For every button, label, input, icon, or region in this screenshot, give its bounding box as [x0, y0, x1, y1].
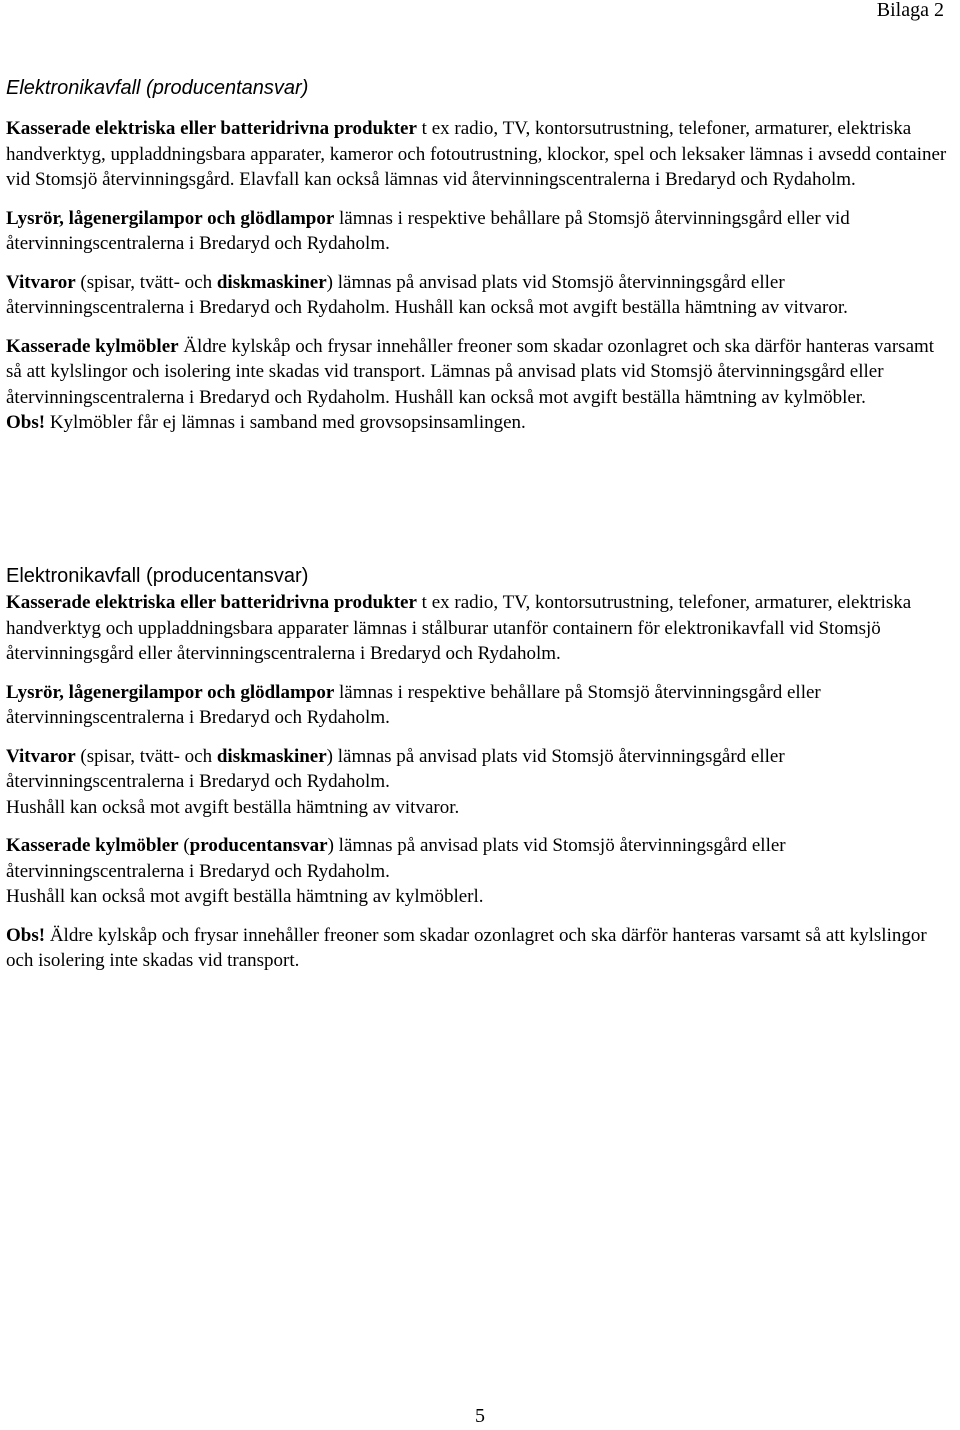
paragraph-text: (spisar, tvätt- och	[75, 745, 217, 767]
section2-heading: Elektronikavfall (producentansvar)	[6, 565, 309, 587]
paragraph-text: (spisar, tvätt- och	[75, 271, 217, 293]
paragraph-text: Äldre kylskåp och frysar innehåller freoner som skadar ozonlagret och ska därför hanteras varsamt så att kylslingor och isolering inte skadas vid transport. Lämnas på anvisad plats vid Stomsjö återvinningsgård eller återvinningscentralerna i Bredaryd och Rydaholm. Hushåll kan också mot avgift beställa hämtning av kylmöbler.	[6, 335, 935, 408]
paragraph-text: Hushåll kan också mot avgift beställa hämtning av vitvaror.	[6, 796, 460, 818]
paragraph-text: Hushåll kan också mot avgift beställa hämtning av kylmöblerl.	[6, 886, 484, 907]
section1-paragraph-refrigerators	[6, 334, 954, 411]
bold-term: diskmaskiner	[216, 271, 327, 293]
page-number: 5	[475, 1405, 485, 1427]
bold-term: Lysrör, lågenergilampor och glödlampor	[6, 207, 335, 229]
section2-paragraph-refrigerators	[6, 833, 954, 910]
paragraph-text: lämnas i respektive behållare på Stomsjö återvinningsgård eller återvinningscentralerna i Bredaryd och Rydaholm.	[6, 681, 821, 728]
paragraph-text: t ex radio, TV, kontorsutrustning, telefoner, armaturer, elektriska handverktyg och uppladdningsbara apparater lämnas i stålburar utanför containern för elektronikavfall vid Stomsjö återvinningsgård eller återvinningscentralerna i Bredaryd och Rydaholm.	[6, 592, 912, 664]
section2-body	[6, 590, 954, 974]
paragraph-text: ) lämnas på anvisad plats vid Stomsjö återvinningsgård eller återvinningscentralerna i Bredaryd och Rydaholm.	[6, 835, 786, 882]
paragraph-text: Kylmöbler får ej lämnas i samband med grovsopsinsamlingen.	[45, 412, 526, 433]
bold-term: Kasserade elektriska eller batteridrivna produkter	[6, 118, 417, 139]
bold-term: Kasserade kylmöbler	[6, 335, 179, 357]
section2-paragraph-note	[6, 923, 954, 974]
paragraph-text: ) lämnas på anvisad plats vid Stomsjö återvinningsgård eller återvinningscentralerna i Bredaryd och Rydaholm. Hushåll kan också mot avgift beställa hämtning av vitvaror.	[6, 271, 848, 318]
bold-term: Obs!	[6, 924, 46, 946]
section2-paragraph-lamps	[6, 680, 954, 731]
paragraph-text: Äldre kylskåp och frysar innehåller freoner som skadar ozonlagret och ska därför hanteras varsamt så att kylslingor och isolering inte skadas vid transport.	[6, 924, 927, 971]
section1-paragraph-appliances	[6, 270, 954, 321]
section1-paragraph-electronics	[6, 116, 954, 193]
bold-term: producentansvar	[189, 835, 328, 856]
section1-paragraph-lamps	[6, 206, 954, 257]
bold-term: Kasserade kylmöbler	[6, 835, 179, 856]
bold-term: Lysrör, lågenergilampor och glödlampor	[6, 681, 335, 703]
bold-term: Vitvaror	[6, 271, 76, 293]
section1-heading: Elektronikavfall (producentansvar)	[6, 77, 309, 99]
section2-paragraph-appliances	[6, 744, 954, 821]
section2-paragraph-electronics	[6, 590, 954, 667]
bold-term: Kasserade elektriska eller batteridrivna produkter	[6, 592, 417, 613]
section1-body	[6, 116, 954, 436]
paragraph-text: ) lämnas på anvisad plats vid Stomsjö återvinningsgård eller återvinningscentralerna i Bredaryd och Rydaholm.	[6, 745, 785, 792]
bold-term: Obs!	[6, 412, 46, 433]
paragraph-text: (	[178, 835, 190, 856]
appendix-label: Bilaga 2	[876, 0, 944, 21]
paragraph-text: lämnas i respektive behållare på Stomsjö återvinningsgård eller vid återvinningscentralerna i Bredaryd och Rydaholm.	[6, 207, 850, 254]
section1-paragraph-note	[6, 410, 954, 436]
bold-term: Vitvaror	[6, 745, 76, 767]
paragraph-text: t ex radio, TV, kontorsutrustning, telefoner, armaturer, elektriska handverktyg, uppladdningsbara apparater, kameror och fotoutrustning, klockor, spel och leksaker lämnas i avsedd container vid Stomsjö återvinningsgård. Elavfall kan också lämnas vid återvinningscentralerna i Bredaryd och Rydaholm.	[6, 118, 947, 190]
bold-term: diskmaskiner	[216, 745, 327, 767]
